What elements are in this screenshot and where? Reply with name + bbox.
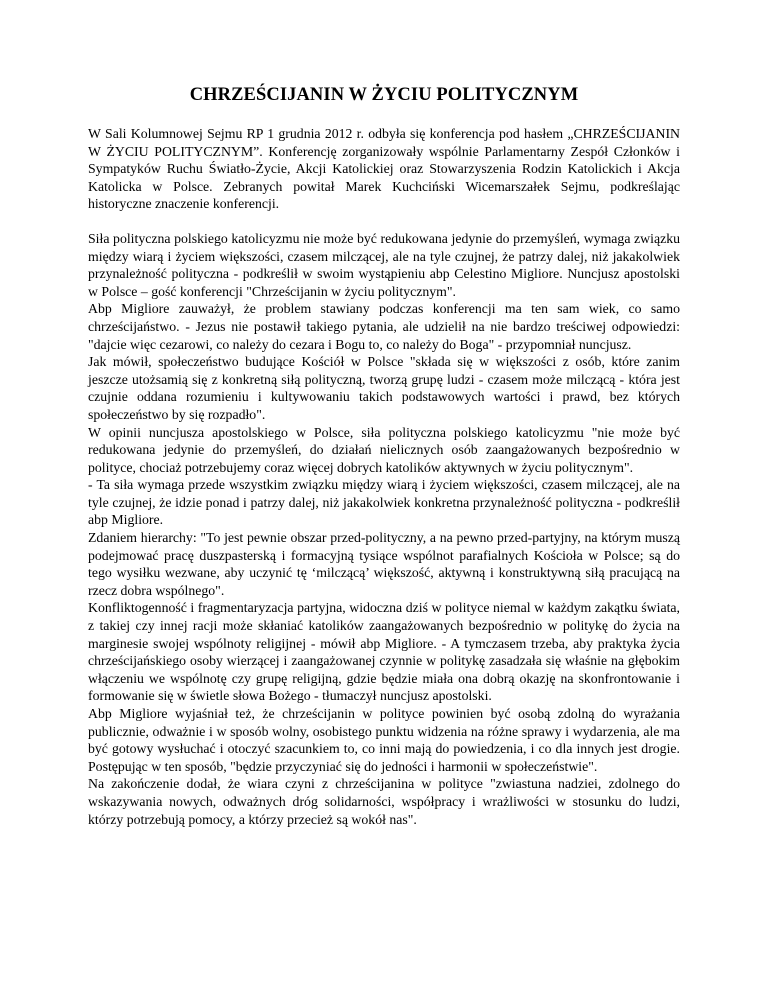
page-title: CHRZEŚCIJANIN W ŻYCIU POLITYCZNYM xyxy=(189,85,579,105)
article-body xyxy=(88,230,680,828)
intro-paragraph: W Sali Kolumnowej Sejmu RP 1 grudnia 2012 r. odbyła się konferencja pod hasłem „CHRZEŚCIJANIN W ŻYCIU POLITYCZNYM”. Konferencję zorganizowały wspólnie Parlamentarny Zespół Członków i Sympatyków Ruchu Światło-Życie, Akcji Katolickiej oraz Stowarzyszenia Rodzin Katolickich i Akcja Katolicka w Polsce. Zebranych powitał Marek Kuchciński Wicemarszałek Sejmu, podkreślając historyczne znaczenie konferencji. xyxy=(88,126,680,212)
body-paragraph: Jak mówił, społeczeństwo budujące Kościół w Polsce "składa się w większości z osób, które zanim jeszcze utożsamią się z konkretną siłą polityczną, tworzą grupę ludzi - czasem może milczącą - która jest czujnie oddana rozumieniu i kultywowaniu takich podstawowych wartości i prawd, bez których społeczeństwo by się rozpadło". xyxy=(88,354,680,422)
body-paragraph: Zdaniem hierarchy: "To jest pewnie obszar przed-polityczny, a na pewno przed-partyjny, na którym muszą podejmować pracę duszpasterską i formacyjną tysiące wspólnot parafialnych Kościoła w Polsce; są do tego wysiłku wezwane, aby uczynić tę ‘milczącą’ większość, aktywną i konstruktywną siłą pracującą na rzecz dobra wspólnego". xyxy=(88,530,680,598)
body-paragraph: Konfliktogenność i fragmentaryzacja partyjna, widoczna dziś w polityce niemal w każdym zakątku świata, z takiej czy innej racji może skłaniać katolików zaangażowanych bezpośrednio w politykę do życia na marginesie swojej wspólnoty religijnej - mówił abp Migliore. - A tymczasem trzeba, aby praktyka życia chrześcijańskiego osoby wierzącej i zaangażowanej czynnie w politykę zasadzała się właśnie na głębokim włączeniu we wspólnotę czy grupę religijną, gdzie będzie miała ona dobrą okazję na skonfrontowanie i formowanie się w świetle słowa Bożego - tłumaczył nuncjusz apostolski. xyxy=(88,600,680,704)
document-page xyxy=(88,84,680,828)
body-paragraph: Abp Migliore wyjaśniał też, że chrześcijanin w polityce powinien być osobą zdolną do wyrażania publicznie, odważnie i w sposób wolny, osobistego punktu widzenia na różne sprawy i wydarzenia, ale ma być gotowy wysłuchać i otoczyć szacunkiem to, co inni mają do powiedzenia, i co dla innych jest drogie. Postępując w ten sposób, "będzie przyczyniać się do jedności i harmonii w społeczeństwie". xyxy=(88,706,680,774)
body-paragraph: Abp Migliore zauważył, że problem stawiany podczas konferencji ma ten sam wiek, co samo chrześcijaństwo. - Jezus nie postawił takiego pytania, ale udzielił na nie bardzo treściwej odpowiedzi: "dajcie więc cezarowi, co należy do cezara i Bogu to, co należy do Boga" - przypomniał nuncjusz. xyxy=(88,301,680,352)
body-paragraph: Siła polityczna polskiego katolicyzmu nie może być redukowana jedynie do przemyśleń, wymaga związku między wiarą i życiem większości, czasem milczącej, ale na tyle czujnej, że patrzy dalej, niż jakakolwiek przynależność polityczna - podkreślił w swoim wystąpieniu abp Celestino Migliore. Nuncjusz apostolski w Polsce – gość konferencji "Chrześcijanin w życiu politycznym". xyxy=(88,230,680,299)
body-paragraph: Na zakończenie dodał, że wiara czyni z chrześcijanina w polityce "zwiastuna nadziei, zdolnego do wskazywania nowych, odważnych dróg solidarności, współpracy i wrażliwości w stosunku do ludzi, którzy potrzebują pomocy, a którzy przecież są wokół nas". xyxy=(88,776,680,827)
body-paragraph: - Ta siła wymaga przede wszystkim związku między wiarą i życiem większości, czasem milczącej, ale na tyle czujnej, że idzie ponad i patrzy dalej, niż jakakolwiek konkretna przynależność polityczna - podkreślił abp Migliore. xyxy=(88,477,680,528)
body-paragraph: W opinii nuncjusza apostolskiego w Polsce, siła polityczna polskiego katolicyzmu "nie może być redukowana jedynie do przemyśleń, do działań nielicznych osób zaangażowanych bezpośrednio w polityce, chociaż potrzebujemy coraz więcej dobrych katolików aktywnych w życiu politycznym". xyxy=(88,424,680,475)
